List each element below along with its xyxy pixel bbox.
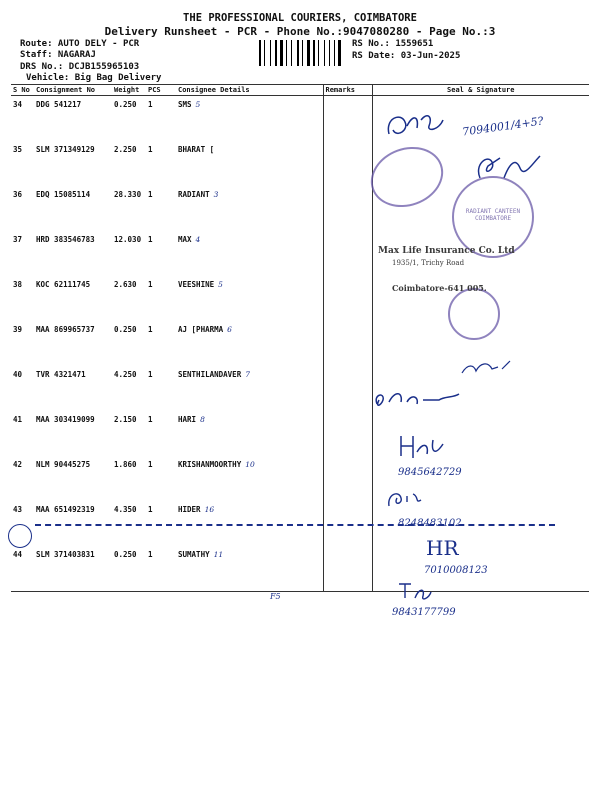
table-row: [11, 96, 589, 142]
cell-consignment-text: EDQ 15085114: [36, 190, 91, 199]
handwritten-count-mark: 6: [227, 325, 232, 334]
handwritten-count-mark: 5: [195, 100, 201, 109]
col-header-consignee: Consignee Details: [176, 85, 323, 96]
handwritten-count-mark: 4: [195, 235, 201, 244]
cell-consignee-text: RADIANT: [178, 190, 210, 199]
route-label: Route: AUTO DELY - PCR: [20, 39, 140, 49]
cell-pcs: [146, 231, 176, 276]
col-header-consignment: Consignment No: [34, 85, 112, 96]
table-row: [11, 546, 589, 592]
cell-consignee-text: VEESHINE: [178, 280, 215, 289]
cell-consignee-text: SMS: [178, 100, 192, 109]
handwritten-count-mark: 5: [218, 280, 223, 289]
cell-remarks: [323, 546, 372, 592]
handwritten-count-mark: 10: [245, 460, 255, 469]
col-header-sno: S No: [11, 85, 34, 96]
cell-weight-text: 0.250: [114, 550, 137, 559]
seal-row-38: [448, 288, 500, 340]
cell-consignment-text: DDG 541217: [36, 100, 82, 109]
signature-row-43: HR: [426, 536, 459, 560]
cell-weight: [112, 546, 146, 592]
cell-consignee-text: KRISHANMOORTHY: [178, 460, 242, 469]
cell-weight-text: 0.250: [114, 100, 137, 109]
cell-pcs-text: 1: [148, 550, 153, 559]
signature-row-44: [395, 578, 435, 604]
cell-sno-text: 38: [13, 280, 23, 289]
company-title: THE PROFESSIONAL COURIERS, COIMBATORE: [183, 12, 417, 24]
cell-pcs: [146, 186, 176, 231]
table-row: [11, 276, 589, 321]
cell-consignee: [176, 186, 323, 231]
cell-sno: [11, 186, 34, 231]
cell-sno-text: 34: [13, 100, 23, 109]
cell-consignment: [34, 231, 112, 276]
cell-consignee: [176, 321, 323, 366]
cell-weight: [112, 141, 146, 186]
dash-line-row-43: [35, 524, 555, 526]
signature-row-40: [373, 386, 483, 412]
cell-pcs-text: 1: [148, 505, 153, 514]
cell-weight: [112, 276, 146, 321]
cell-pcs: [146, 141, 176, 186]
cell-weight-text: 4.250: [114, 370, 137, 379]
cell-sno: [11, 546, 34, 592]
cell-consignee-text: HARI: [178, 415, 197, 424]
stamp-row-37-line3: Coimbatore-641 005.: [392, 283, 487, 293]
cell-remarks: [323, 366, 372, 411]
row-44-remark-note: F5: [270, 592, 281, 601]
phone-note-row-44: 9843177799: [392, 607, 456, 618]
rs-number: RS No.: 1559651: [352, 39, 434, 49]
barcode: [259, 40, 347, 66]
rs-date: RS Date: 03-Jun-2025: [352, 51, 461, 61]
cell-sno: [11, 141, 34, 186]
cell-remarks: [323, 276, 372, 321]
cell-sno-text: 43: [13, 505, 23, 514]
drs-number: DRS No.: DCJB155965103: [20, 62, 140, 72]
cell-sno: [11, 231, 34, 276]
cell-consignment: [34, 141, 112, 186]
handwritten-count-mark: 7: [245, 370, 250, 379]
cell-consignment-text: MAA 651492319: [36, 505, 95, 514]
cell-pcs-text: 1: [148, 145, 153, 154]
cell-sno-text: 41: [13, 415, 23, 424]
cell-sno-text: 37: [13, 235, 23, 244]
cell-pcs-text: 1: [148, 280, 153, 289]
cell-sno-text: 42: [13, 460, 23, 469]
cell-consignment-text: SLM 371349129: [36, 145, 95, 154]
table-header-row: [11, 85, 589, 96]
cell-remarks: [323, 96, 372, 142]
signature-row-41: [395, 432, 455, 462]
handwritten-count-mark: 16: [204, 505, 215, 514]
cell-pcs-text: 1: [148, 460, 153, 469]
cell-pcs-text: 1: [148, 415, 153, 424]
cell-pcs-text: 1: [148, 235, 153, 244]
cell-consignment: [34, 276, 112, 321]
cell-sno: [11, 276, 34, 321]
runsheet-title: Delivery Runsheet - PCR - Phone No.:9047080280 - Page No.:3: [104, 25, 496, 38]
col-header-weight: Weight: [112, 85, 146, 96]
cell-remarks: [323, 231, 372, 276]
circle-mark-row-43: [8, 524, 32, 548]
cell-weight: [112, 231, 146, 276]
cell-sno-text: 44: [13, 550, 23, 559]
cell-pcs: [146, 546, 176, 592]
cell-sno-text: 36: [13, 190, 23, 199]
table-row: [11, 456, 589, 501]
cell-remarks: [323, 321, 372, 366]
cell-consignee: [176, 231, 323, 276]
cell-sno: [11, 456, 34, 501]
handwritten-count-mark: 11: [213, 550, 224, 559]
cell-weight: [112, 186, 146, 231]
cell-consignment-text: KOC 62111745: [36, 280, 91, 289]
cell-weight-text: 28.330: [114, 190, 142, 199]
cell-weight-text: 12.030: [114, 235, 142, 244]
phone-note-row-43: 7010008123: [424, 565, 488, 576]
cell-pcs-text: 1: [148, 370, 153, 379]
cell-sno: [11, 321, 34, 366]
cell-sno: [11, 411, 34, 456]
cell-weight: [112, 366, 146, 411]
cell-consignee: [176, 456, 323, 501]
cell-weight: [112, 411, 146, 456]
cell-consignee: [176, 96, 323, 142]
cell-weight: [112, 96, 146, 142]
cell-pcs: [146, 321, 176, 366]
cell-pcs-text: 1: [148, 190, 153, 199]
cell-consignment-text: NLM 90445275: [36, 460, 91, 469]
cell-weight-text: 0.250: [114, 325, 137, 334]
cell-sno: [11, 96, 34, 142]
phone-note-row-42: 8248483102: [398, 518, 462, 529]
stamp-row-37-line2: 1935/1, Trichy Road: [392, 259, 465, 267]
cell-consignee-text: HIDER: [178, 505, 201, 514]
cell-consignee-text: AJ [PHARMA: [178, 325, 224, 334]
cell-pcs: [146, 96, 176, 142]
cell-consignment-text: SLM 371403831: [36, 550, 95, 559]
col-header-signature: Seal & Signature: [372, 85, 589, 96]
cell-sno: [11, 366, 34, 411]
cell-weight-text: 2.630: [114, 280, 137, 289]
cell-consignee-text: MAX: [178, 235, 192, 244]
cell-pcs-text: 1: [148, 325, 153, 334]
cell-pcs-text: 1: [148, 100, 153, 109]
table-row: [11, 411, 589, 456]
cell-consignment: [34, 456, 112, 501]
cell-pcs: [146, 366, 176, 411]
cell-weight: [112, 456, 146, 501]
staff-label: Staff: NAGARAJ: [20, 50, 96, 60]
cell-consignee: [176, 276, 323, 321]
cell-weight-text: 4.350: [114, 505, 137, 514]
cell-remarks: [323, 186, 372, 231]
cell-consignment-text: HRD 383546783: [36, 235, 95, 244]
stamp-row-36: RADIANT CANTEEN COIMBATORE: [452, 176, 534, 258]
cell-consignee-text: SENTHILANDAVER: [178, 370, 242, 379]
cell-weight-text: 2.150: [114, 415, 137, 424]
cell-sno-text: 40: [13, 370, 23, 379]
cell-consignee-text: SUMATHY: [178, 550, 210, 559]
cell-consignment-text: MAA 303419099: [36, 415, 95, 424]
cell-consignment: [34, 96, 112, 142]
cell-sno-text: 35: [13, 145, 23, 154]
cell-consignee: [176, 546, 323, 592]
cell-consignment: [34, 546, 112, 592]
stamp-row-37-line1: Max Life Insurance Co. Ltd: [378, 246, 515, 256]
vehicle-label: Vehicle: Big Bag Delivery: [26, 73, 162, 83]
signature-scribble-row-39: [458, 357, 518, 379]
cell-consignment-text: MAA 869965737: [36, 325, 95, 334]
cell-pcs: [146, 411, 176, 456]
cell-consignee: [176, 366, 323, 411]
phone-note-row-34: 7094001/4+5?: [461, 114, 545, 139]
cell-remarks: [323, 141, 372, 186]
handwritten-count-mark: 3: [213, 190, 219, 199]
cell-pcs: [146, 456, 176, 501]
cell-consignment: [34, 321, 112, 366]
cell-remarks: [323, 456, 372, 501]
cell-weight-text: 2.250: [114, 145, 137, 154]
cell-weight-text: 1.860: [114, 460, 137, 469]
col-header-remarks: Remarks: [323, 85, 372, 96]
cell-remarks: [323, 411, 372, 456]
cell-consignment: [34, 411, 112, 456]
cell-pcs: [146, 276, 176, 321]
phone-note-row-41: 9845642729: [398, 467, 462, 478]
cell-consignee-text: BHARAT [: [178, 145, 215, 154]
cell-weight: [112, 321, 146, 366]
signature-row-42: [385, 486, 425, 510]
cell-consignee: [176, 411, 323, 456]
cell-consignment: [34, 366, 112, 411]
col-header-pcs: PCS: [146, 85, 176, 96]
cell-consignment-text: TVR 4321471: [36, 370, 86, 379]
cell-consignee: [176, 141, 323, 186]
handwritten-count-mark: 8: [200, 415, 205, 424]
cell-sno-text: 39: [13, 325, 23, 334]
cell-consignment: [34, 186, 112, 231]
